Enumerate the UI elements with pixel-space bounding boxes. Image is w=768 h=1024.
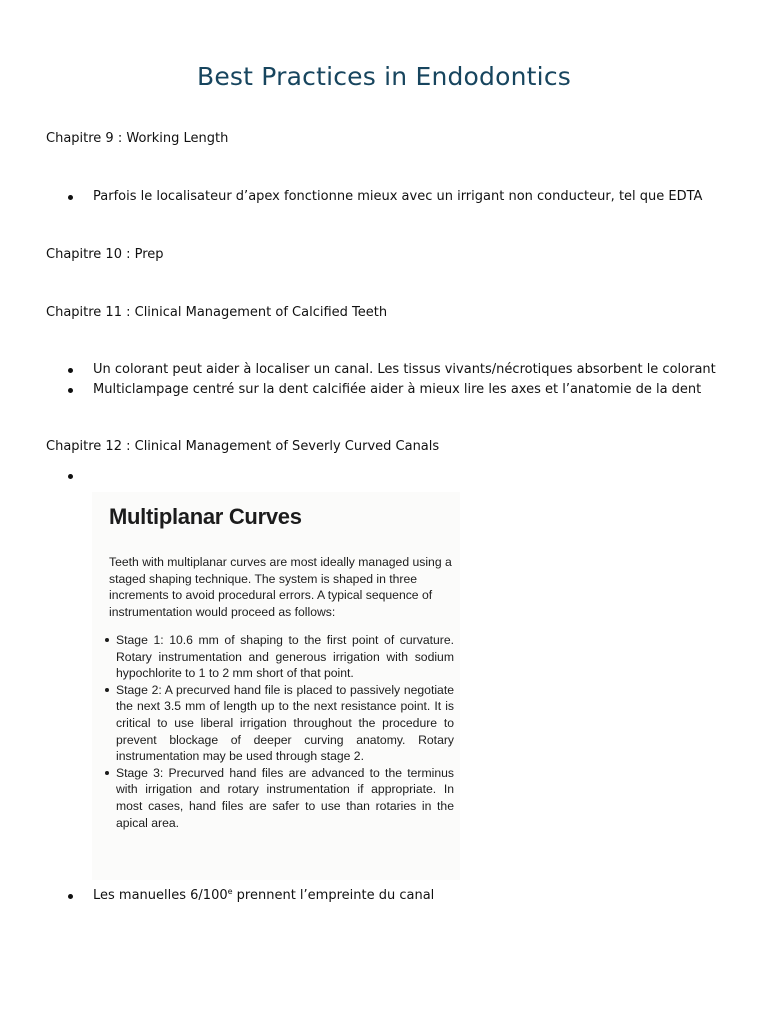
- figure-stage-item: Stage 1: 10.6 mm of shaping to the first point of curvature. Rotary instrumentation and generous irrigation with sodium hypochlorite to 1 to 2 mm short of that point.: [102, 632, 454, 682]
- chapter-10-heading: Chapitre 10 : Prep: [46, 247, 164, 262]
- document-title: Best Practices in Endodontics: [196, 62, 571, 91]
- figure-stage-item: Stage 3: Precurved hand files are advanced to the terminus with irrigation and rotary instrumentation if appropriate. In most cases, hand files are safer to use than rotaries in the apical area.: [102, 765, 454, 831]
- figure-title: Multiplanar Curves: [109, 504, 302, 529]
- list-item-text: Parfois le localisateur d’apex fonctionne mieux avec un irrigant non conducteur, tel que EDTA: [93, 189, 703, 204]
- chapter-11-heading: Chapitre 11 : Clinical Management of Calcified Teeth: [46, 305, 388, 320]
- superscript: e: [227, 887, 233, 896]
- figure-intro: Teeth with multiplanar curves are most ideally managed using a staged shaping technique. The system is shaped in three increments to avoid procedural errors. A typical sequence of instrumentation would proceed as follows:: [109, 555, 452, 619]
- bullet-icon: [68, 474, 73, 479]
- figure-stage-list: [102, 632, 454, 831]
- bullet-icon: [68, 195, 73, 200]
- bullet-icon: [68, 894, 73, 899]
- bullet-icon: [68, 368, 73, 373]
- chapter-12-heading: Chapitre 12 : Clinical Management of Severly Curved Canals: [46, 439, 440, 454]
- chapter-9-heading: Chapitre 9 : Working Length: [46, 131, 229, 146]
- scanned-figure: [92, 492, 460, 880]
- bullet-icon: [68, 388, 73, 393]
- list-item-text: [93, 887, 434, 905]
- list-item-text-start: Les manuelles 6/100: [93, 888, 228, 903]
- list-item-text-end: prennent l’empreinte du canal: [232, 888, 435, 903]
- list-item-text: Multiclampage centré sur la dent calcifiée aider à mieux lire les axes et l’anatomie de la dent: [93, 382, 702, 397]
- figure-stage-item: Stage 2: A precurved hand file is placed to passively negotiate the next 3.5 mm of length up to the next resistance point. It is critical to use liberal irrigation throughout the procedure to prevent blockage of deeper curving anatomy. Rotary instrumentation may be used through stage 2.: [102, 682, 454, 765]
- list-item-text: Un colorant peut aider à localiser un canal. Les tissus vivants/nécrotiques absorbent le colorant: [93, 362, 716, 377]
